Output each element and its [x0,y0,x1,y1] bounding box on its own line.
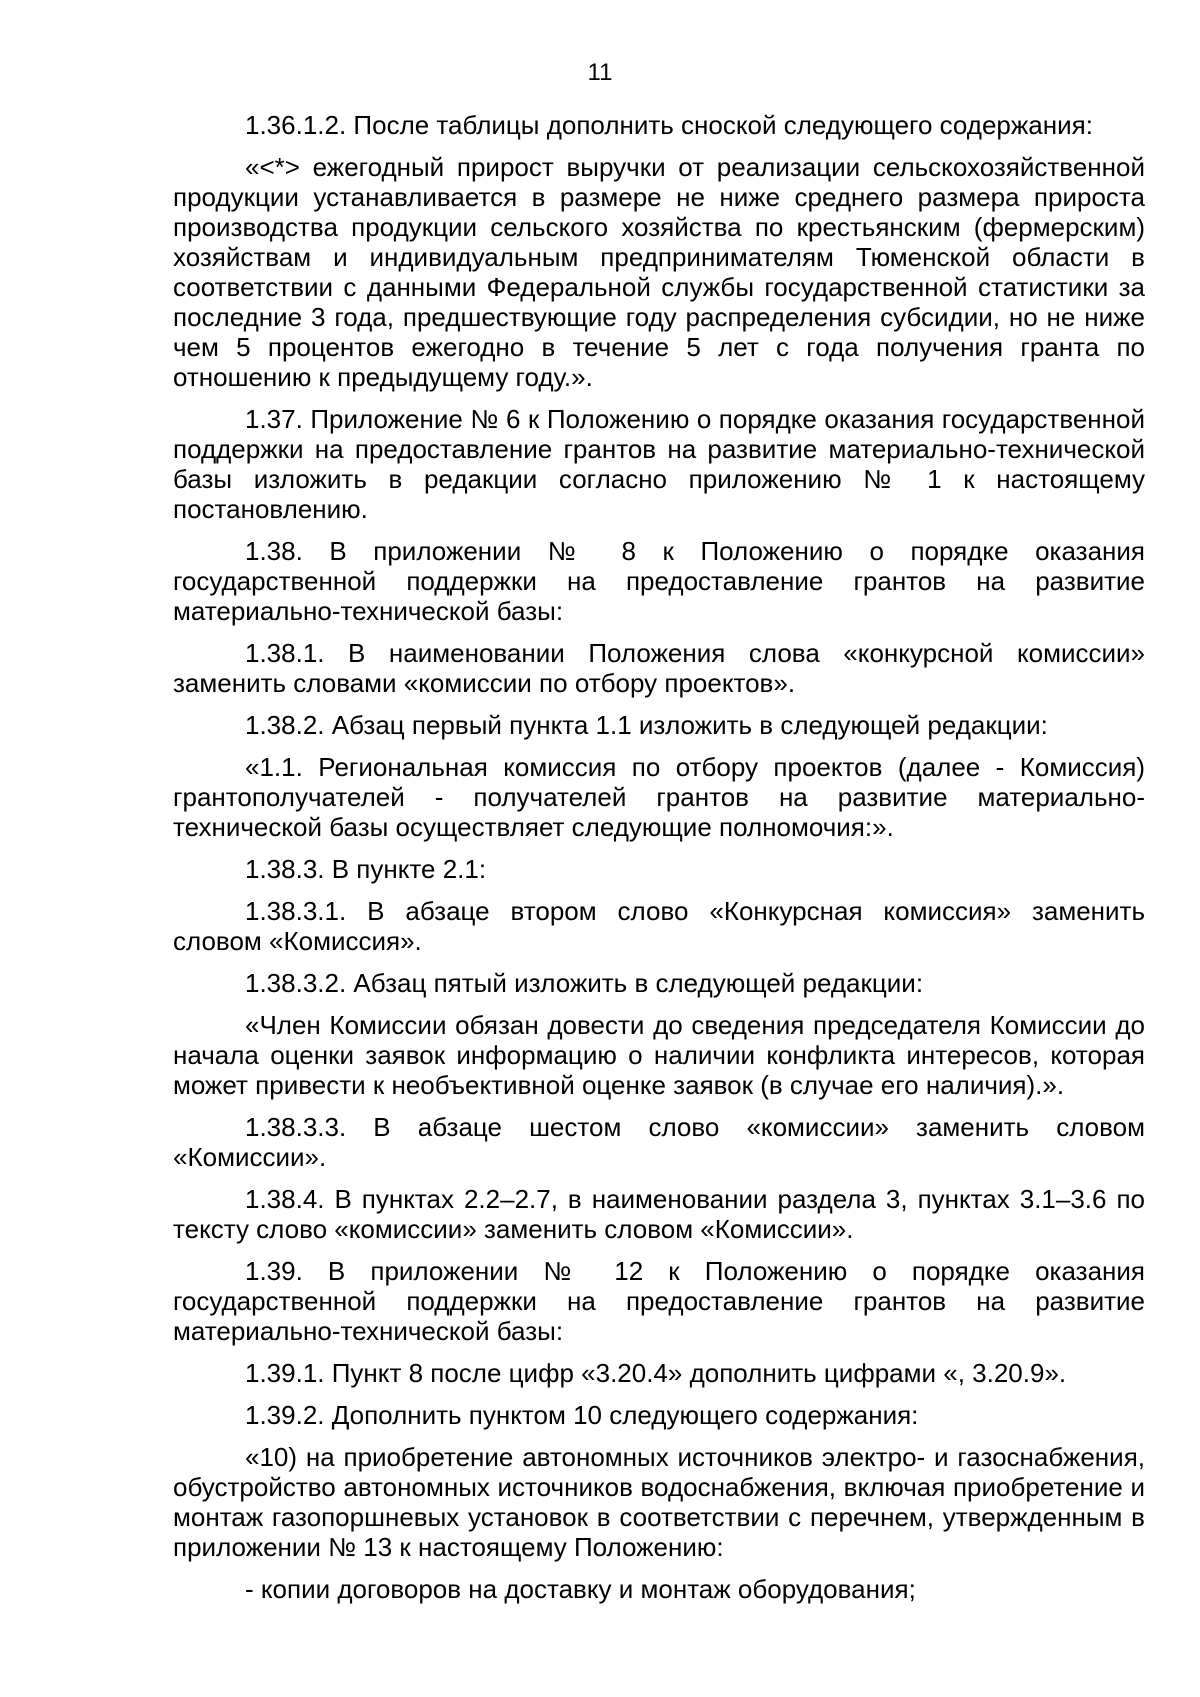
paragraph: «10) на приобретение автономных источников электро- и газоснабжения, обустройство автономных источников водоснабжения, включая приобретение и монтаж газопоршневых установок в соответствии с перечнем, утвержденным в приложении № 13 к настоящему Положению: [173,1442,1145,1562]
paragraph: 1.38.4. В пунктах 2.2–2.7, в наименовании раздела 3, пунктах 3.1–3.6 по тексту слово «комиссии» заменить словом «Комиссии». [173,1184,1145,1244]
paragraph: «<*> ежегодный прирост выручки от реализации сельскохозяйственной продукции устанавливается в размере не ниже среднего размера прироста производства продукции сельского хозяйства по крестьянским (фермерским) хозяйствам и индивидуальным предпринимателям Тюменской области в соответствии с данными Федеральной службы государственной статистики за последние 3 года, предшествующие году распределения субсидии, но не ниже чем 5 процентов ежегодно в течение 5 лет с года получения гранта по отношению к предыдущему году.». [173,152,1145,392]
paragraph: 1.39. В приложении № 12 к Положению о порядке оказания государственной поддержки на предоставление грантов на развитие материально-технической базы: [173,1256,1145,1346]
paragraph: 1.38.3.1. В абзаце втором слово «Конкурсная комиссия» заменить словом «Комиссия». [173,896,1145,956]
paragraph: «Член Комиссии обязан довести до сведения председателя Комиссии до начала оценки заявок информацию о наличии конфликта интересов, которая может привести к необъективной оценке заявок (в случае его наличия).». [173,1010,1145,1100]
document-body [173,110,1145,1616]
paragraph: 1.37. Приложение № 6 к Положению о порядке оказания государственной поддержки на предоставление грантов на развитие материально-технической базы изложить в редакции согласно приложению № 1 к настоящему постановлению. [173,404,1145,524]
paragraph: - копии договоров на доставку и монтаж оборудования; [245,1574,916,1604]
paragraph: 1.38.3.2. Абзац пятый изложить в следующей редакции: [245,968,924,998]
paragraph: 1.36.1.2. После таблицы дополнить сноской следующего содержания: [245,110,1093,140]
paragraph: 1.38. В приложении № 8 к Положению о порядке оказания государственной поддержки на предоставление грантов на развитие материально-технической базы: [173,536,1145,626]
paragraph: 1.39.1. Пункт 8 после цифр «3.20.4» дополнить цифрами «, 3.20.9». [245,1358,1067,1388]
paragraph: 1.38.3. В пункте 2.1: [245,854,487,884]
paragraph: 1.38.3.3. В абзаце шестом слово «комиссии» заменить словом «Комиссии». [173,1112,1145,1172]
paragraph: «1.1. Региональная комиссия по отбору проектов (далее - Комиссия) грантополучателей - получателей грантов на развитие материально-технической базы осуществляет следующие полномочия:». [173,752,1145,842]
paragraph: 1.38.1. В наименовании Положения слова «конкурсной комиссии» заменить словами «комиссии по отбору проектов». [173,638,1145,698]
paragraph: 1.39.2. Дополнить пунктом 10 следующего содержания: [245,1400,919,1430]
page-number: 11 [587,59,613,86]
paragraph: 1.38.2. Абзац первый пункта 1.1 изложить в следующей редакции: [245,710,1048,740]
